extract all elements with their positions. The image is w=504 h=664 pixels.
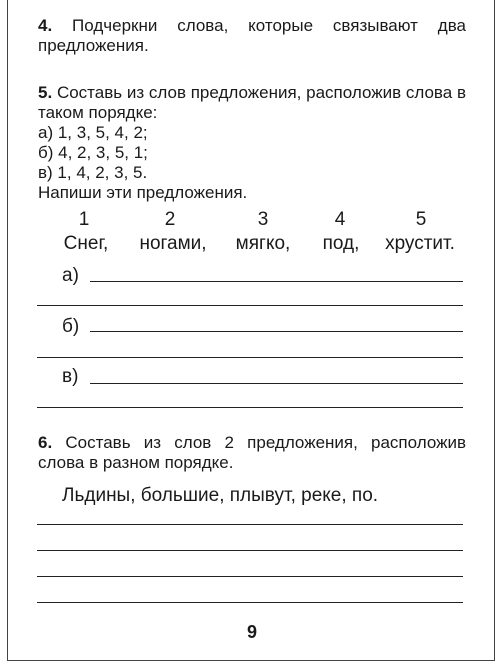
answer-line-6-1[interactable] — [37, 524, 463, 525]
word-number: 1 — [78, 209, 90, 230]
task-5-order-a: а) 1, 3, 5, 4, 2; — [38, 123, 148, 142]
task-6-text: Составь из слов 2 предложения, расположив слова в разном порядке. — [38, 433, 466, 472]
word: ногами, — [139, 233, 207, 254]
task-5-intro — [38, 83, 466, 123]
word: под, — [322, 233, 360, 254]
word-number: 3 — [257, 209, 269, 230]
answer-line-a-2[interactable] — [37, 305, 463, 306]
task-6-number: 6. — [38, 433, 53, 452]
answer-line-a-1[interactable] — [90, 281, 463, 282]
answer-line-6-3[interactable] — [37, 576, 463, 577]
task-5-number: 5. — [38, 83, 53, 102]
task-4-text: Подчеркни слова, которые связывают два предложения. — [38, 16, 466, 55]
task-5-order-b: б) 4, 2, 3, 5, 1; — [38, 143, 148, 162]
word: Снег, — [63, 233, 109, 254]
answer-label-c: в) — [62, 366, 79, 387]
word-number: 2 — [164, 209, 176, 230]
task-6-words: Льдины, большие, плывут, реке, по. — [62, 485, 379, 506]
answer-line-b-2[interactable] — [37, 357, 463, 358]
answer-line-c-1[interactable] — [90, 383, 463, 384]
word: мягко, — [235, 233, 291, 254]
task-6 — [38, 433, 466, 473]
task-5-order-c: в) 1, 4, 2, 3, 5. — [38, 163, 148, 182]
task-4-number: 4. — [38, 16, 53, 35]
task-5-instruction: Напиши эти предложения. — [38, 183, 248, 202]
page-number: 9 — [246, 622, 257, 642]
answer-label-a: а) — [62, 265, 79, 286]
answer-label-b: б) — [62, 316, 80, 337]
word-number: 5 — [415, 209, 427, 230]
answer-line-6-4[interactable] — [37, 602, 463, 603]
answer-line-b-1[interactable] — [90, 331, 463, 332]
answer-line-c-2[interactable] — [37, 407, 463, 408]
word-number: 4 — [334, 209, 346, 230]
word: хрустит. — [385, 233, 455, 254]
answer-line-6-2[interactable] — [37, 550, 463, 551]
task-5-intro-text: Составь из слов предложения, расположив слова в таком порядке: — [38, 83, 466, 122]
task-4 — [38, 16, 466, 56]
